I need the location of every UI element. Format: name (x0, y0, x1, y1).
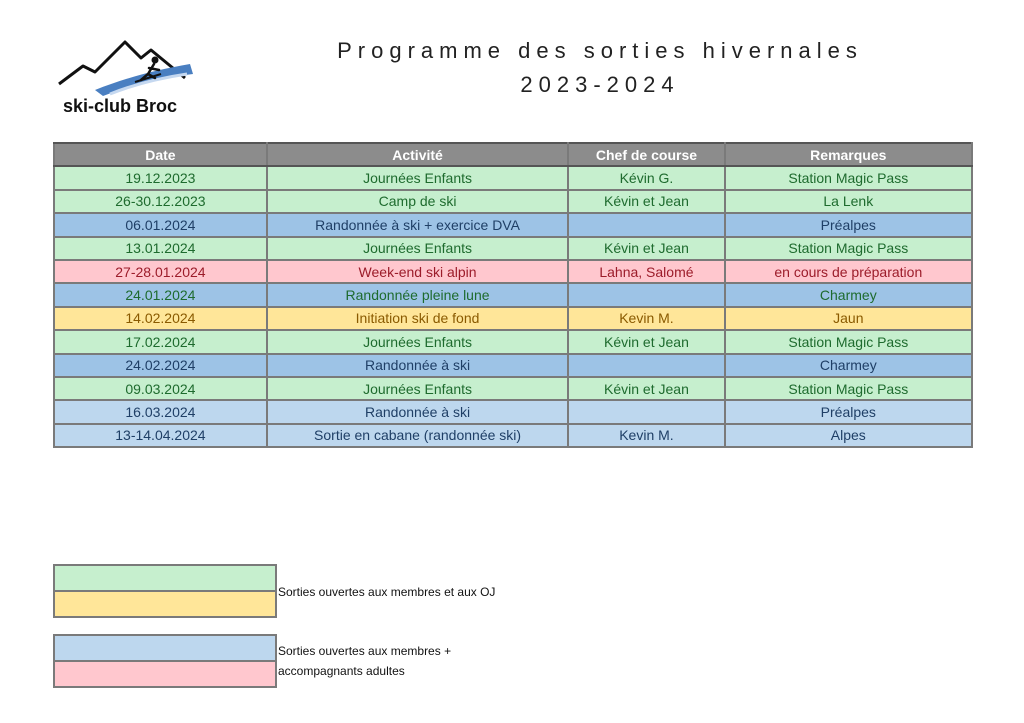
remarks-cell: Alpes (725, 424, 972, 447)
activity-cell: Sortie en cabane (randonnée ski) (267, 424, 568, 447)
date-cell: 26-30.12.2023 (54, 190, 267, 213)
date-cell: 14.02.2024 (54, 307, 267, 330)
table-row (54, 330, 972, 353)
leader-cell: Kévin et Jean (568, 190, 724, 213)
activity-cell: Journées Enfants (267, 166, 568, 189)
remarks-cell: Préalpes (725, 400, 972, 423)
leader-cell: Kévin et Jean (568, 237, 724, 260)
table-row (54, 307, 972, 330)
activity-cell: Randonnée pleine lune (267, 283, 568, 306)
table-row (54, 166, 972, 189)
table-row (54, 190, 972, 213)
activity-cell: Initiation ski de fond (267, 307, 568, 330)
legend-swatch-green (55, 566, 275, 592)
table-row (54, 260, 972, 283)
club-name: ski-club Broc (63, 96, 178, 116)
date-cell: 24.01.2024 (54, 283, 267, 306)
page-title: Programme des sorties hivernales (337, 38, 863, 63)
activity-cell: Randonnée à ski + exercice DVA (267, 213, 568, 236)
activity-cell: Camp de ski (267, 190, 568, 213)
date-cell: 17.02.2024 (54, 330, 267, 353)
remarks-cell: Station Magic Pass (725, 330, 972, 353)
table-row (54, 424, 972, 447)
remarks-cell: Charmey (725, 354, 972, 377)
activity-cell: Journées Enfants (267, 377, 568, 400)
legend-swatch-members-adults (53, 634, 277, 688)
remarks-cell: La Lenk (725, 190, 972, 213)
activity-cell: Randonnée à ski (267, 354, 568, 377)
leader-cell: Kévin et Jean (568, 377, 724, 400)
header-date: Date (54, 143, 267, 166)
leader-cell: Kevin M. (568, 307, 724, 330)
header-leader: Chef de course (568, 143, 724, 166)
page-subtitle: 2023-2024 (520, 72, 680, 97)
table-row (54, 213, 972, 236)
legend-swatch-red (55, 662, 275, 686)
date-cell: 13-14.04.2024 (54, 424, 267, 447)
activity-cell: Journées Enfants (267, 237, 568, 260)
table-row (54, 283, 972, 306)
legend-swatch-members-oj (53, 564, 277, 618)
legend-label-line1: Sorties ouvertes aux membres + (278, 644, 452, 658)
table-row (54, 237, 972, 260)
date-cell: 19.12.2023 (54, 166, 267, 189)
legend-swatch-blue (55, 636, 275, 662)
legend-label-members-oj: Sorties ouvertes aux membres et aux OJ (278, 585, 496, 599)
leader-cell (568, 283, 724, 306)
activity-cell: Journées Enfants (267, 330, 568, 353)
date-cell: 24.02.2024 (54, 354, 267, 377)
club-logo (55, 34, 215, 124)
remarks-cell: en cours de préparation (725, 260, 972, 283)
leader-cell: Kévin et Jean (568, 330, 724, 353)
remarks-cell: Charmey (725, 283, 972, 306)
legend-label-members-adults (278, 641, 451, 681)
leader-cell (568, 354, 724, 377)
leader-cell (568, 400, 724, 423)
table-row (54, 400, 972, 423)
date-cell: 09.03.2024 (54, 377, 267, 400)
leader-cell (568, 213, 724, 236)
table-header-row (54, 143, 972, 166)
leader-cell: Kevin M. (568, 424, 724, 447)
activity-cell: Randonnée à ski (267, 400, 568, 423)
remarks-cell: Station Magic Pass (725, 377, 972, 400)
date-cell: 13.01.2024 (54, 237, 267, 260)
remarks-cell: Station Magic Pass (725, 237, 972, 260)
remarks-cell: Préalpes (725, 213, 972, 236)
date-cell: 16.03.2024 (54, 400, 267, 423)
programme-table (53, 142, 973, 448)
legend-swatch-yellow (55, 592, 275, 616)
activity-cell: Week-end ski alpin (267, 260, 568, 283)
leader-cell: Kévin G. (568, 166, 724, 189)
header-remarks: Remarques (725, 143, 972, 166)
leader-cell: Lahna, Salomé (568, 260, 724, 283)
remarks-cell: Jaun (725, 307, 972, 330)
header-activity: Activité (267, 143, 568, 166)
date-cell: 27-28.01.2024 (54, 260, 267, 283)
table-row (54, 377, 972, 400)
mountain-skier-icon (55, 34, 215, 96)
legend-label-line2: accompagnants adultes (278, 664, 405, 678)
table-row (54, 354, 972, 377)
remarks-cell: Station Magic Pass (725, 166, 972, 189)
date-cell: 06.01.2024 (54, 213, 267, 236)
